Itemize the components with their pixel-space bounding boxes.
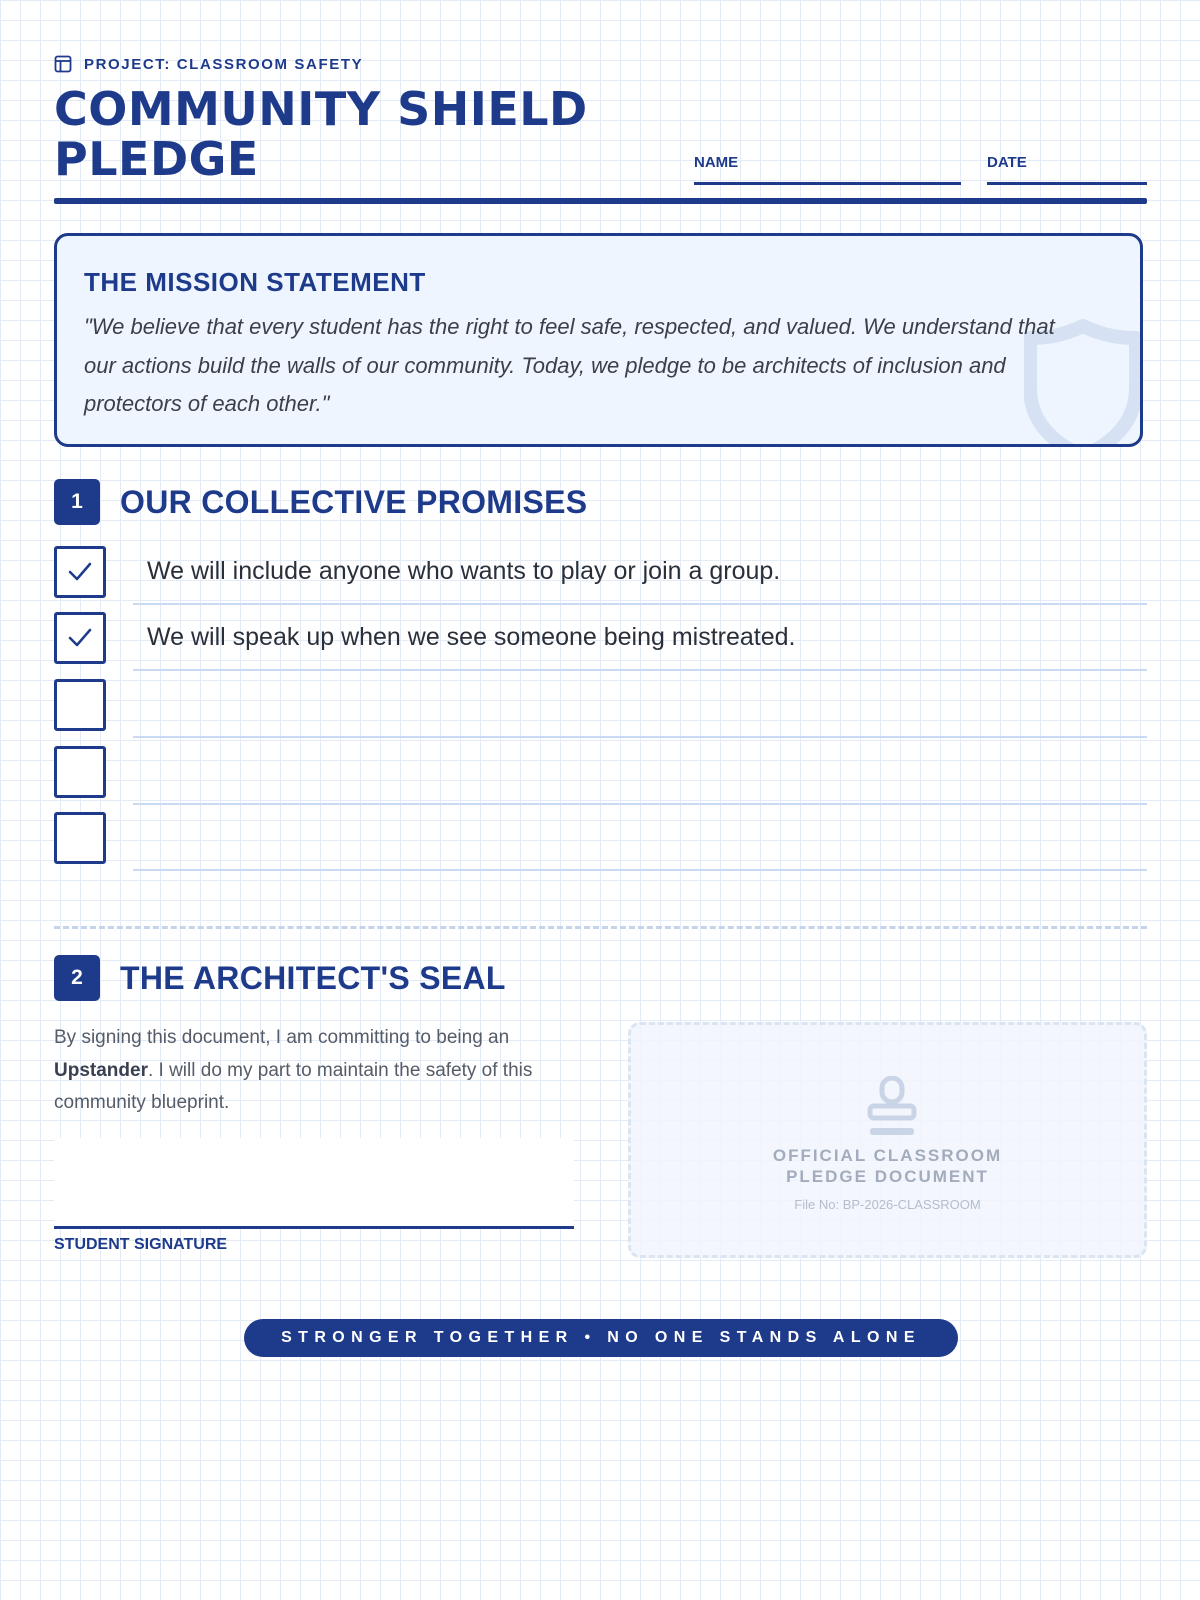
pledge-page	[54, 0, 1147, 1600]
promises-header	[54, 479, 587, 525]
commitment-text	[54, 1022, 584, 1120]
promise-checkbox[interactable]	[54, 746, 106, 798]
project-label-text: PROJECT: CLASSROOM SAFETY	[84, 55, 364, 73]
stamp-title-line-2: PLEDGE DOCUMENT	[786, 1167, 989, 1186]
mission-heading: THE MISSION STATEMENT	[84, 267, 426, 297]
promise-checkbox[interactable]	[54, 546, 106, 598]
commitment-text-start: By signing this document, I am committing to being an	[54, 1027, 510, 1048]
promise-text[interactable]: We will include anyone who wants to play or join a group.	[147, 557, 781, 585]
promises-heading: OUR COLLECTIVE PROMISES	[120, 483, 588, 520]
project-label	[54, 55, 363, 73]
promise-line	[133, 869, 1147, 871]
section-divider	[54, 926, 1147, 929]
blueprint-icon	[54, 55, 72, 73]
stamp-title-line-1: OFFICIAL CLASSROOM	[772, 1146, 1003, 1165]
promise-row	[54, 746, 1147, 812]
seal-header	[54, 955, 506, 1001]
upstander-word: Upstander	[54, 1059, 148, 1081]
promise-line	[133, 803, 1147, 805]
check-icon	[65, 625, 95, 651]
seal-heading: THE ARCHITECT'S SEAL	[120, 959, 506, 996]
promise-text[interactable]: We will speak up when we see someone being mistreated.	[147, 623, 796, 651]
promise-checkbox[interactable]	[54, 612, 106, 664]
section-number-badge: 1	[54, 479, 100, 525]
motto-banner: STRONGER TOGETHER • NO ONE STANDS ALONE	[244, 1319, 958, 1357]
promise-row	[54, 612, 1147, 678]
promise-line	[133, 669, 1147, 671]
stamp-icon	[867, 1076, 917, 1140]
date-label: DATE	[987, 154, 1027, 171]
promise-checkbox[interactable]	[54, 812, 106, 864]
signature-label: STUDENT SIGNATURE	[54, 1236, 228, 1253]
header-rule	[54, 198, 1147, 204]
commitment-text-end: . I will do my part to maintain the safety of this community blueprint.	[54, 1059, 533, 1113]
mission-text: "We believe that every student has the right to feel safe, respected, and valued. We understand that our actions build the walls of our community. Today, we pledge to be architects of inclusion and protectors of each other."	[84, 314, 1055, 416]
title-line-1: COMMUNITY SHIELD	[54, 82, 588, 136]
name-label: NAME	[694, 154, 739, 171]
promise-line	[133, 603, 1147, 605]
stamp-file-number: File No: BP-2026-CLASSROOM	[794, 1197, 981, 1212]
stamp-title	[631, 1145, 1144, 1187]
name-field[interactable]	[694, 154, 961, 185]
official-stamp-area	[628, 1022, 1147, 1258]
promise-row	[54, 679, 1147, 745]
check-icon	[65, 559, 95, 585]
page-title	[54, 84, 588, 184]
promise-row	[54, 812, 1147, 878]
promise-line	[133, 736, 1147, 738]
date-field[interactable]	[987, 154, 1147, 185]
title-line-2: PLEDGE	[54, 132, 259, 186]
signature-field[interactable]	[54, 1138, 574, 1229]
mission-statement-box	[54, 233, 1143, 447]
promise-checkbox[interactable]	[54, 679, 106, 731]
promise-row	[54, 546, 1147, 612]
section-number-badge: 2	[54, 955, 100, 1001]
